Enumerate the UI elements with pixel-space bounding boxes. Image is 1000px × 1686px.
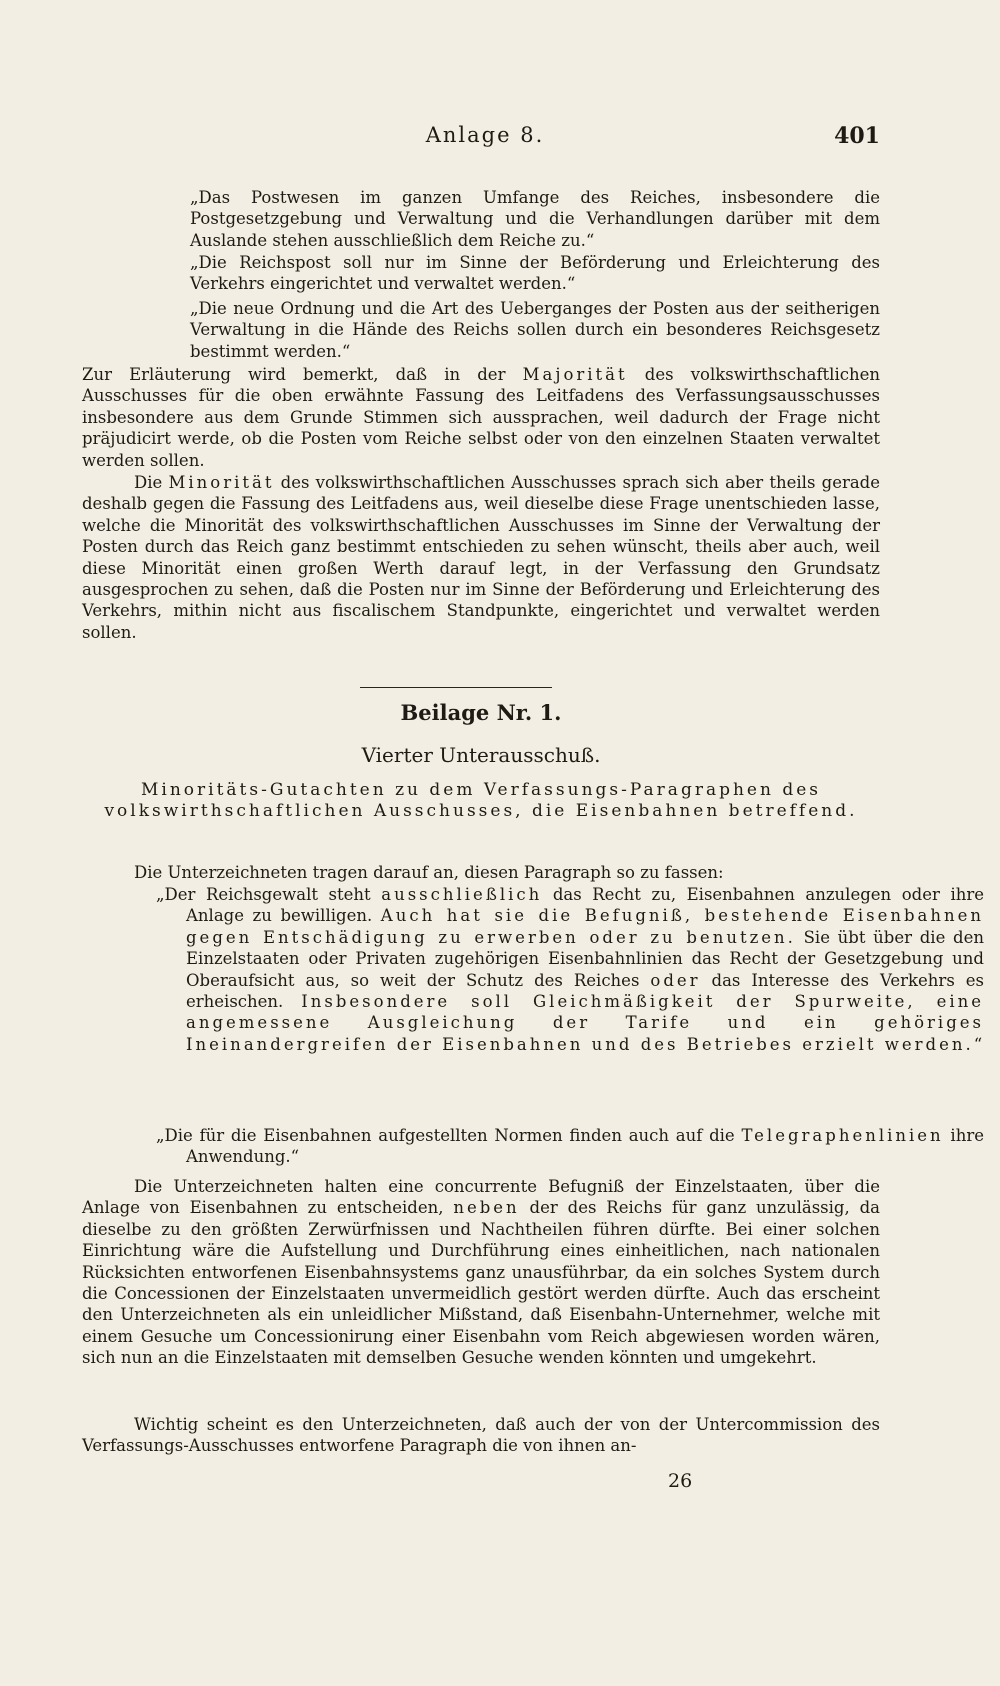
section-divider: [360, 687, 552, 688]
proposed-paragraph-quote: „Der Reichsgewalt steht ausschließlich das Recht zu, Eisenbahnen anzulegen oder ihre Anlage zu bewilligen. Auch hat sie die Befugniß, bestehende Eisenbahnen gegen Entschädigung zu erwerben oder zu benutzen. Sie übt über die den Einzelstaaten oder Privaten zugehörigen Eisenbahnlinien das Recht der Gesetzgebung und Oberaufsicht aus, so weit der Schutz des Reiches oder das Interesse des Verkehrs es erheischen. Insbesondere soll Gleichmäßigkeit der Spurweite, eine angemessene Ausgleichung der Tarife und ein gehöriges Ineinandergreifen der Eisenbahnen und des Betriebes erzielt werden.“: [156, 885, 985, 1054]
minority-opinion-heading: Minoritäts-Gutachten zu dem Verfassungs-Paragraphen des volkswirthschaftlichen Ausschusses, die Eisenbahnen betreffend.: [104, 780, 858, 821]
subcommittee-title: Vierter Unterausschuß.: [361, 743, 601, 767]
intro-paragraph: Die Unterzeichneten tragen darauf an, diesen Paragraph so zu fassen:: [134, 863, 724, 882]
running-title: Anlage 8.: [425, 123, 545, 147]
minority-paragraph: Die Minorität des volkswirthschaftlichen Ausschusses sprach sich aber theils gerade deshalb gegen die Fassung des Leitfadens aus, weil dieselbe diese Frage unentschieden lasse, welche die Minorität des volkswirthschaftlichen Ausschusses im Sinne der Verwaltung der Posten durch das Reich ganz bestimmt entschieden zu sehen wünscht, theils aber auch, weil diese Minorität einen großen Werth darauf legt, in der Verfassung den Grundsatz ausgesprochen zu sehen, daß die Posten nur im Sinne der Beförderung und Erleichterung des Verkehrs, mithin nicht aus fiscalischem Standpunkte, eingerichtet und verwaltet werden sollen.: [82, 473, 881, 642]
explanation-paragraph: Zur Erläuterung wird bemerkt, daß in der Majorität des volkswirthschaftlichen Ausschusses für die oben erwähnte Fassung des Leitfadens des Verfassungsausschusses insbesondere aus dem Grunde Stimmen sich aussprachen, weil dadurch der Frage nicht präjudicirt werde, ob die Posten vom Reiche selbst oder von den einzelnen Staaten verwaltet werden sollen.: [82, 365, 880, 470]
supplement-title: Beilage Nr. 1.: [400, 700, 562, 725]
closing-paragraph: Wichtig scheint es den Unterzeichneten, daß auch der von der Untercommission des Verfassungs-Ausschusses entworfene Paragraph die von ihnen an-: [82, 1415, 880, 1456]
page-header: [90, 123, 880, 155]
quote-paragraph: „Die neue Ordnung und die Art des Ueberganges der Posten aus der seitherigen Verwaltung in die Hände des Reichs sollen durch ein besonderes Reichsgesetz bestimmt werden.“: [190, 299, 880, 361]
page-number: 401: [834, 123, 880, 149]
quote-paragraph: „Das Postwesen im ganzen Umfange des Reiches, insbesondere die Postgesetzgebung und Verwaltung und die Verhandlungen darüber mit dem Auslande stehen ausschließlich dem Reiche zu.“: [190, 188, 880, 250]
quote-paragraph: „Die Reichspost soll nur im Sinne der Beförderung und Erleichterung des Verkehrs eingerichtet und verwaltet werden.“: [190, 253, 880, 294]
argument-paragraph: Die Unterzeichneten halten eine concurrente Befugniß der Einzelstaaten, über die Anlage von Eisenbahnen zu entscheiden, neben der des Reichs für ganz unzulässig, da dieselbe zu den größten Zerwürfnissen und Nachtheilen führen dürfte. Bei einer solchen Einrichtung wäre die Aufstellung und Durchführung eines einheitlichen, nach nationalen Rücksichten entworfenen Eisenbahnsystems ganz unausführbar, da ein solches System durch die Concessionen der Einzelstaaten unvermeidlich gestört werden dürfte. Auch das erscheint den Unterzeichneten als ein unleidlicher Mißstand, daß Eisenbahn-Unternehmer, welche mit einem Gesuche um Concessionirung einer Eisenbahn vom Reich abgewiesen worden wären, sich nun an die Einzelstaaten mit demselben Gesuche wenden könnten und umgekehrt.: [82, 1177, 880, 1368]
telegraph-quote: „Die für die Eisenbahnen aufgestellten Normen finden auch auf die Telegraphenlinien ihre Anwendung.“: [156, 1126, 984, 1167]
signature-mark: 26: [668, 1470, 693, 1492]
